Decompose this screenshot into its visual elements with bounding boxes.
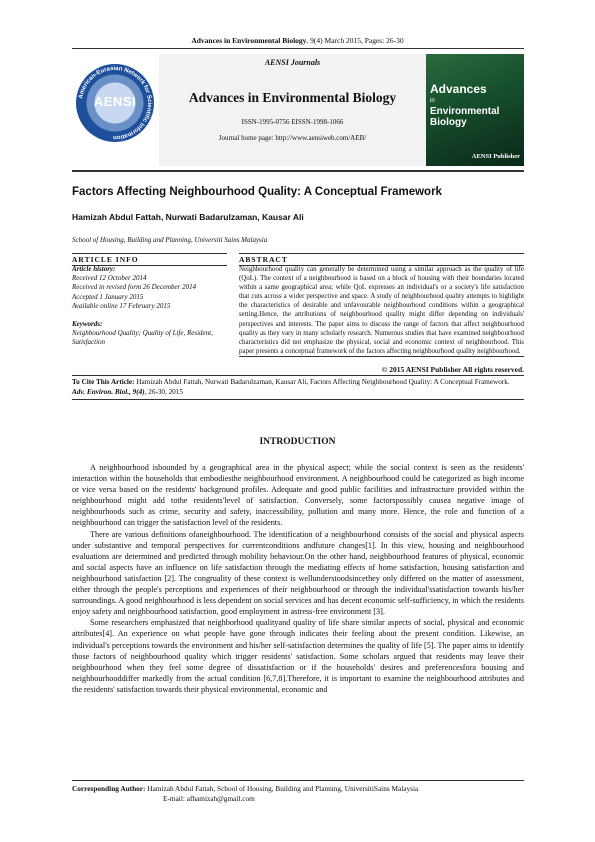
citation-top-rule [72,375,524,376]
online-date: Available online 17 February 2015 [72,301,171,310]
copyright: © 2015 AENSI Publisher All rights reserved. [381,365,524,374]
citation-source: Adv. Environ. Biol., 9(4) [72,387,145,396]
cover-publisher: AENSI Publisher [471,153,520,160]
body-paragraph: A neighbourhood isbounded by a geographical area in the physical aspect; while the social context is seen as the residents' interaction within the households that embodiesthe neighbourhood environment. A neighbourhood could be categorized as high income or vice versa based on the residents' background profiles. Adequate and good public facilities and infrastructure provided within the neighbourhood might add tothe residents'level of satisfaction. Conversely, some factorspossibly causea negative image of neighbourhoods such as crime, security and safety, inaccessibility, pollution and many more. Hence, the role and function of a neighbourhood can trigger the satisfaction level of the residents. [72,463,524,528]
corresponding-text: Hamizah Abdul Fattah, School of Housing, Building and Planning, UniversitiSains Malaysia [145,784,419,793]
citation-label: To Cite This Article: [72,378,135,386]
journal-homepage[interactable]: Journal home page: http://www.aensiweb.com/AEB/ [218,134,367,142]
body-paragraph: There are various definitions ofaneighbourhood. The identification of a neighbourhood consists of the social and physical aspects under substantive and temporal perspectives for currentconditions andfuture changes[1]. In this view, housing and neighbourhood evaluations are determined and predicted through mobility behaviour.On the other hand, neighbourhood features of physical, economic and social aspects have an influence on life satisfaction through the mediating effects of home satisfaction, housing satisfaction and neighbourhood satisfaction [2]. The congruality of these context is wellunderstoodsincethey only differed on the matter of assessment, either through the people's perceptions and experiences of their neighbourhood or through the individual'ssatisfaction towards his/her surroundings. A good neighbourhood is less dependent on social services and has decent economic self-sufficiency, in which the residents enjoy safety and neighbourhood satisfaction, good employment in astress-free environment [3]. [72,529,524,617]
revised-date: Received in revised form 26 December 2014 [72,283,197,292]
svg-text:American-Eurasian Network for: American-Eurasian Network for Scientific Information [78,65,153,141]
body-paragraph: Some researchers emphasized that neighborhood qualityand quality of life share similar aspects of social, physical and economic attributes[4]. An experience on what people have gone through indicates their feeling about the present condition. Likewise, an individual's perceptions towards the environment and his/her self-satisfaction determines the quality of life [5]. The paper aims to identify those factors of neighbourhood quality which trigger residents' satisfaction. Some scholars argued that residents may leave their neighbourhood when they feel some degree of dissatisfaction or if the households' desires and preferencesfora housing and neighbourhooddiffer markedly from the actual condition [6,7,8].Therefore, it is important to examine the neighbourhood attributes and the residents' satisfaction towards their physical environmental, economic and [72,618,524,694]
keywords: Neighbourhood Quality; Quality of Life, Resident, Satisfaction [72,329,213,347]
abstract-heading: ABSTRACT [239,253,524,266]
header-rule [72,48,524,49]
history-label: Article history: [72,265,116,273]
article-info-heading: ARTICLE INFO [72,253,227,266]
journal-issn: ISSN-1995-0756 EISSN-1998-1066 [241,118,344,126]
journal-title: Advances in Environmental Biology [188,90,397,105]
keywords-label: Keywords: [72,320,103,329]
article-title: Factors Affecting Neighbourhood Quality: A Conceptual Framework [72,186,442,198]
journal-cover [426,54,524,166]
citation [72,378,524,397]
corresponding-author [72,784,524,803]
citation-bottom-rule [72,399,524,400]
running-header [0,36,595,45]
citation-pages: , 26-30, 2015 [144,387,183,396]
logo-text: AENSI [93,94,137,109]
running-header-journal: Advances in Environmental Biology [191,36,307,45]
cover-title-line3: Environmental Biology [430,106,500,128]
footnote-rule [72,780,524,781]
article-info [72,265,227,348]
citation-text: Hamizah Abdul Fattah, Nurwati Badarulzaman, Kausar Ali, Factors Affecting Neighbourhood Quality: A Conceptual Framework. [134,378,510,386]
introduction-heading: INTRODUCTION [259,437,336,447]
aensi-logo [72,54,159,166]
journal-series: AENSI Journals [264,58,321,67]
article-affiliation: School of Housing, Building and Planning, Universiti Sains Malaysia [72,236,268,244]
corresponding-label: Corresponding Author: [72,784,146,793]
masthead-bottom-rule [72,170,524,172]
received-date: Received 12 October 2014 [72,274,147,283]
running-header-issue: , 9(4) March 2015, Pages: 26-30 [306,36,404,45]
accepted-date: Accepted 1 January 2015 [72,292,144,301]
cover-title-line2: in [430,98,435,104]
cover-title-line1: Advances [430,82,487,96]
introduction-body [72,462,524,695]
article-authors: Hamizah Abdul Fattah, Nurwati Badarulzaman, Kausar Ali [72,212,304,222]
abstract-end-rule [239,356,524,357]
journal-masthead [159,54,426,166]
corresponding-email[interactable]: E-mail: afhamizah@gmail.com [163,793,255,803]
abstract-text: Neighbourhood quality can generally be determined using a similar approach as the quality of life (QoL). The context of a neighbourhood is based on a block of housing with their boundaries located within a same geographical area; while QoL expresses an individual's or a society's life satisfaction that cuts across a wider perspective and space. A study of neighbourhood quality attempts to highlight the characteristics of desirable and unfavourable neighbourhood conditions within a geographical setting.Hence, the attributions of neighbourhood quality might differ depending on individuals' perspectives and interests. The paper aims to discuss the range of factors that affect neighbourhood quality as they vary in many scholarly research. Numerous studies that have examined neighbourhood characteristics did not emphasize the physical, social and economic context of neighbourhood. This paper presents a conceptual framework of the factors affecting neighbourhood quality neighbourhood. [239,266,524,355]
